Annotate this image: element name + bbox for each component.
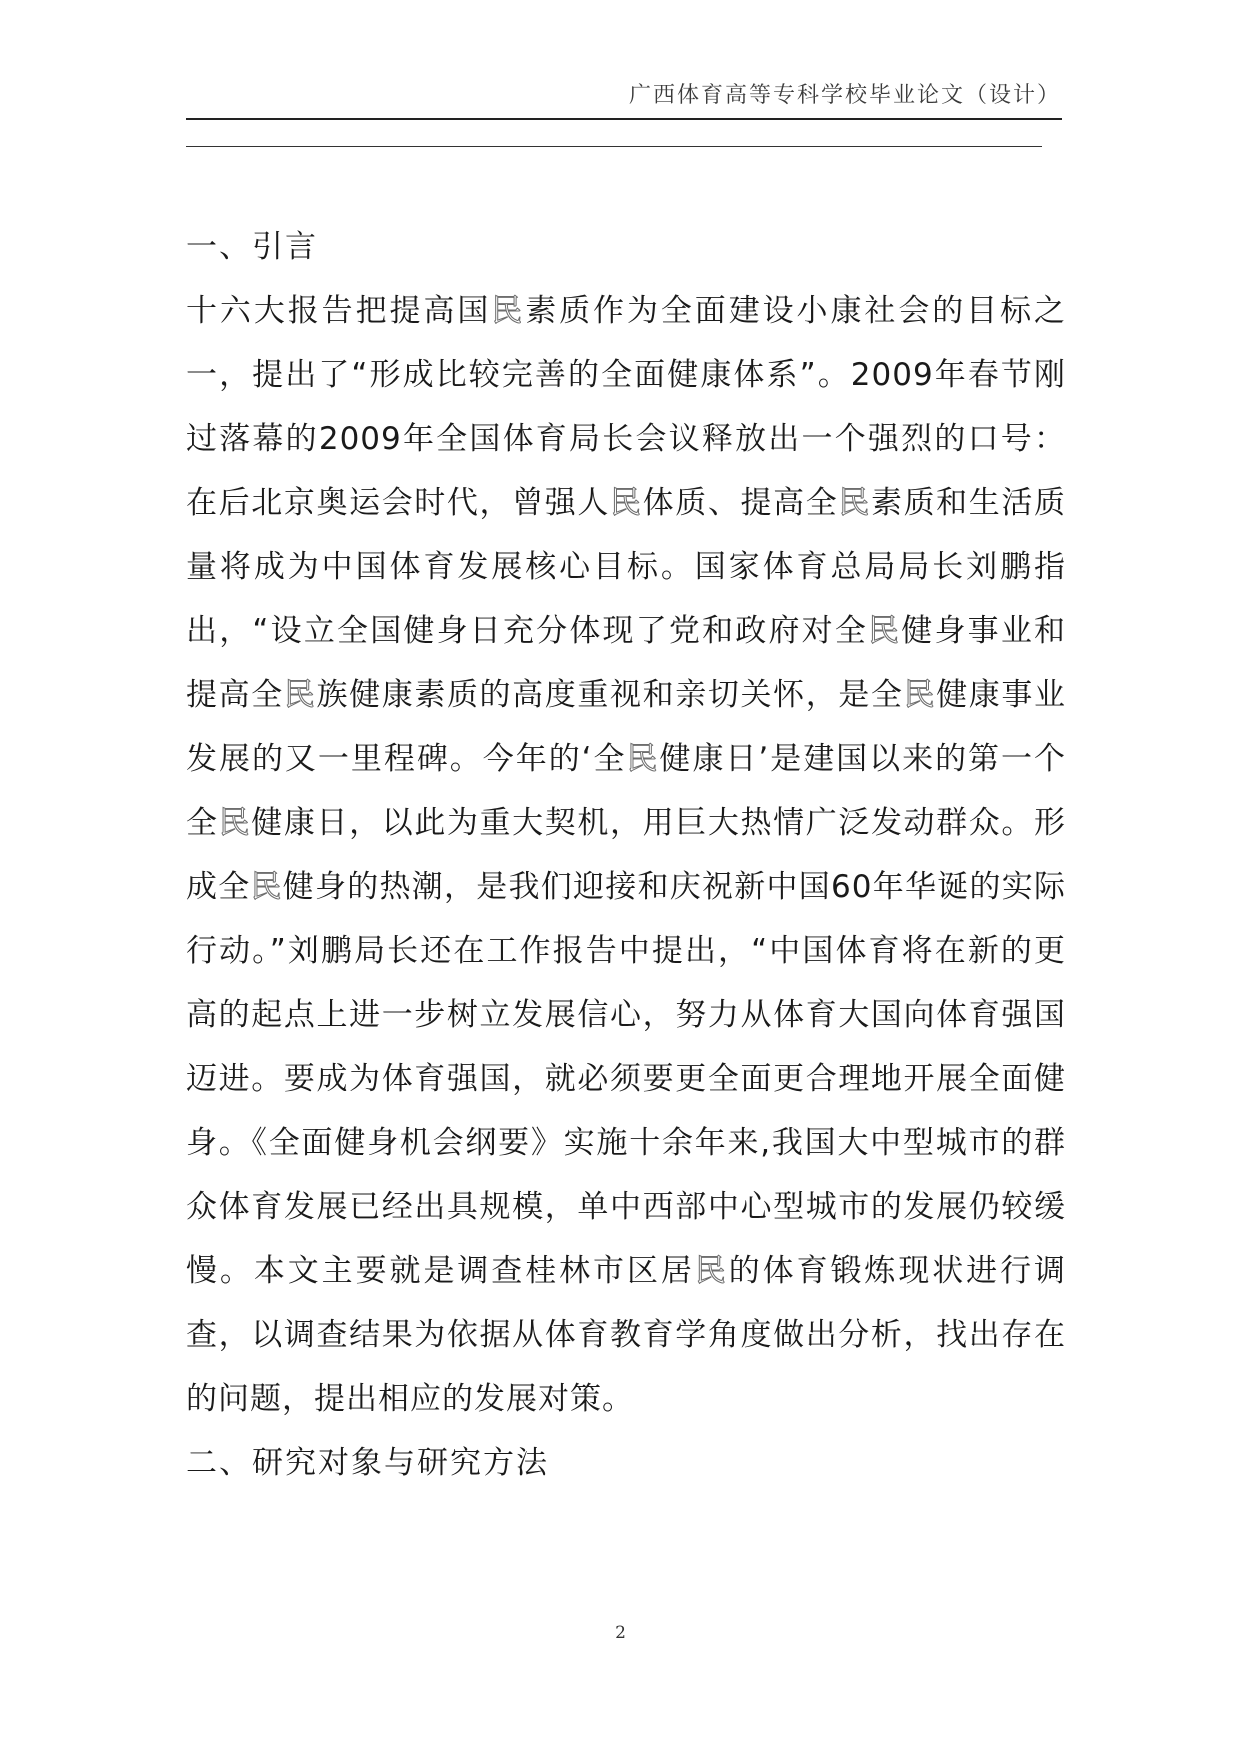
paragraph-text: 健身的热潮，是我们迎接和庆祝新中国60年华诞的实际行动。”刘鹏局长还在工作报告中提出，“中国体育将在新的更高的起点上进一步树立发展信心，努力从体育大国向体育强国迈进。要成为体育强国，就必须要更全面更合理地开展全面健身。《全面健身机会纲要》实施十余年来,我国大中型城市的群众体育发展已经出具规模，单中西部中心型城市的发展仍较缓慢。本文主要就是调查桂林市区居 <box>186 869 1067 1289</box>
page-number: 2 <box>615 1623 626 1643</box>
header-rule-secondary <box>186 146 1042 147</box>
highlighted-term: 民 <box>283 677 317 713</box>
paragraph-text: 十六大报告把提高国 <box>186 293 492 329</box>
paragraph-text: 健康日，以此为重大契机，用巨大热情广泛发动群众。形成全 <box>186 805 1067 905</box>
highlighted-term: 民 <box>218 805 252 841</box>
paragraph-text: 素质作为全面建设小康社会的目标之一，提出了“形成比较完善的全面健康体系”。2009年春节刚过落幕的2009年全国体育局长会议释放出一个强烈的口号：在后北京奥运会时代，曾强人 <box>186 293 1067 521</box>
paragraph-text: 族健康素质的高度重视和亲切关怀，是全 <box>316 677 904 713</box>
highlighted-term: 民 <box>838 485 871 521</box>
paragraph-text: 体质、提高全 <box>642 485 839 521</box>
highlighted-term: 民 <box>868 613 902 649</box>
paragraph-text: 健康事业发展的又一里程碑。今年的‘全 <box>186 677 1067 777</box>
highlighted-term: 民 <box>626 741 660 777</box>
paragraph-text: 的体育锻炼现状进行调查，以调查结果为依据从体育教育学角度做出分析，找出存在的问题，提出相应的发展对策。 <box>186 1253 1067 1417</box>
header-title: 广西体育高等专科学校毕业论文（设计） <box>628 83 1061 108</box>
highlighted-term: 民 <box>694 1253 729 1289</box>
document-body <box>186 215 1066 1495</box>
paragraph-text: 素质和生活质量将成为中国体育发展核心目标。国家体育总局局长刘鹏指出，“设立全国健身日充分体现了党和政府对全 <box>186 485 1067 649</box>
section-heading-introduction: 一、引言 <box>186 229 318 265</box>
highlighted-term: 民 <box>491 293 526 329</box>
section-heading-research-methods: 二、研究对象与研究方法 <box>186 1445 549 1481</box>
introduction-paragraph <box>186 279 1066 1431</box>
paragraph-text: 健康日’是建国以来的第一个全 <box>186 741 1067 841</box>
highlighted-term: 民 <box>903 677 937 713</box>
highlighted-term: 民 <box>250 869 283 905</box>
paragraph-text: 健身事业和提高全 <box>186 613 1067 713</box>
header-rule <box>186 118 1062 120</box>
highlighted-term: 民 <box>610 485 643 521</box>
